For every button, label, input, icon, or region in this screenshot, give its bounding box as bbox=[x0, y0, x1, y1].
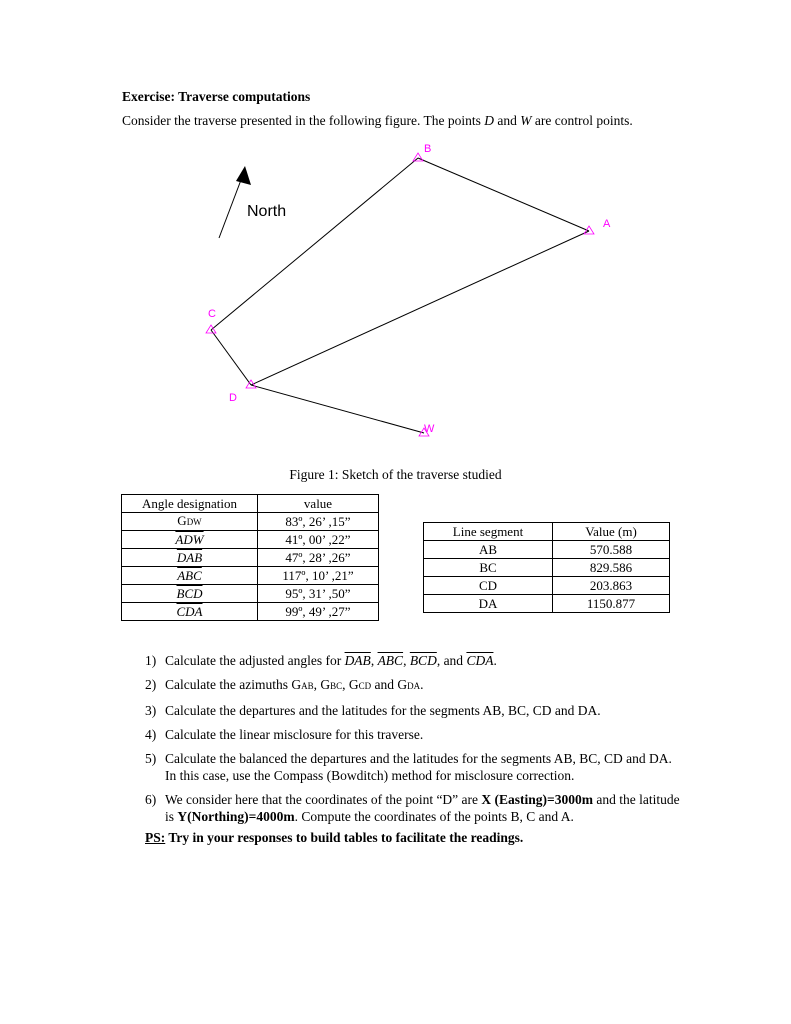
table-row bbox=[424, 577, 670, 595]
intro-text-before: Consider the traverse presented in the following figure. The points bbox=[122, 113, 485, 128]
angle-value: 41º, 00’ ,22” bbox=[258, 531, 379, 549]
question-text: Calculate the adjusted angles for bbox=[165, 653, 345, 668]
intro-point-w: W bbox=[520, 113, 532, 128]
segment-table-header bbox=[424, 523, 670, 541]
segment-value: 203.863 bbox=[553, 577, 670, 595]
table-row bbox=[122, 603, 379, 621]
angle-designation bbox=[122, 513, 258, 531]
intro-text-after: are control points. bbox=[531, 113, 633, 128]
table-row bbox=[122, 567, 379, 585]
marker-c bbox=[206, 325, 216, 333]
segment-value: 570.588 bbox=[553, 541, 670, 559]
point-markers bbox=[206, 153, 594, 436]
question-number: 6) bbox=[145, 792, 157, 807]
table-row bbox=[122, 513, 379, 531]
segment-name: CD bbox=[424, 577, 553, 595]
exercise-title: Exercise: Traverse computations bbox=[122, 89, 311, 104]
angle-designation bbox=[122, 603, 258, 621]
marker-d bbox=[246, 380, 256, 388]
segment-name: DA bbox=[424, 595, 553, 613]
question-text: Calculate the linear misclosure for this traverse. bbox=[165, 727, 424, 742]
segment-name: AB bbox=[424, 541, 553, 559]
question-number: 5) bbox=[145, 751, 157, 766]
question-text: We consider here that the coordinates of the point “D” are bbox=[165, 792, 482, 807]
north-arrow-head bbox=[236, 166, 251, 185]
north-label: North bbox=[247, 203, 287, 220]
angle-label: $\overline{CDA}$ bbox=[176, 603, 203, 619]
segment-cd bbox=[211, 330, 251, 385]
angle-header-designation: Angle designation bbox=[122, 495, 258, 513]
azimuth-g: G bbox=[320, 677, 331, 692]
question-text: Calculate the departures and the latitudes for the segments AB, BC, CD and DA. bbox=[165, 703, 601, 718]
question-text: Calculate the azimuths G bbox=[165, 677, 302, 692]
segment-name: BC bbox=[424, 559, 553, 577]
angle-value: 99º, 49’ ,27” bbox=[258, 603, 379, 621]
azimuth-g: G bbox=[348, 677, 359, 692]
traverse-sketch bbox=[0, 0, 791, 470]
question-number: 3) bbox=[145, 703, 157, 718]
label-d: D bbox=[229, 392, 237, 404]
northing-value: Y(Northing)=4000m bbox=[177, 809, 295, 824]
table-row bbox=[424, 595, 670, 613]
question-number: 4) bbox=[145, 727, 157, 742]
segment-header-value: Value (m) bbox=[553, 523, 670, 541]
angle-table bbox=[121, 494, 379, 621]
angle-value: 47º, 28’ ,26” bbox=[258, 549, 379, 567]
segment-value: 829.586 bbox=[553, 559, 670, 577]
traverse-lines bbox=[211, 158, 589, 433]
question-number: 1) bbox=[145, 653, 157, 668]
ps-label: PS: bbox=[145, 830, 166, 845]
azimuth-subscript: DA bbox=[407, 681, 421, 691]
question-text: and the latitude is bbox=[165, 792, 680, 824]
north-arrow bbox=[219, 166, 286, 238]
angle-label: G bbox=[177, 513, 187, 528]
question-text: and G bbox=[371, 677, 408, 692]
question-6 bbox=[145, 791, 685, 825]
table-row bbox=[424, 559, 670, 577]
angle-label: $\overline{BCD}$ bbox=[176, 585, 203, 601]
angle-value: 95º, 31’ ,50” bbox=[258, 585, 379, 603]
label-a: A bbox=[603, 218, 611, 230]
question-1: 1) Calculate the adjusted angles for $\overline{DAB}$, $\overline{ABC}$, $\overline{BCD}$, and $\overline{CDA}$. bbox=[145, 653, 497, 668]
angle-ref: $\overline{CDA}$ bbox=[466, 653, 494, 668]
intro-point-d: D bbox=[484, 113, 495, 128]
azimuth-subscript: BC bbox=[330, 681, 343, 691]
angle-value: 117º, 10’ ,21” bbox=[258, 567, 379, 585]
azimuth-subscript: AB bbox=[301, 681, 314, 691]
table-row bbox=[122, 531, 379, 549]
question-2: 2) Calculate the azimuths GAB, GBC, GCD and GDA. bbox=[145, 677, 424, 692]
angle-value: 83º, 26’ ,15” bbox=[258, 513, 379, 531]
question-text: and bbox=[443, 653, 464, 668]
segment-value: 1150.877 bbox=[553, 595, 670, 613]
angle-label: $\overline{ADW}$ bbox=[175, 531, 204, 547]
segment-dw bbox=[251, 385, 424, 433]
azimuth-subscript: CD bbox=[358, 681, 372, 691]
point-labels bbox=[208, 143, 611, 435]
segment-bc bbox=[211, 158, 418, 330]
label-c: C bbox=[208, 308, 216, 320]
angle-designation bbox=[122, 531, 258, 549]
segment-ab bbox=[418, 158, 589, 231]
angle-label: $\overline{ABC}$ bbox=[177, 567, 202, 583]
angle-designation bbox=[122, 549, 258, 567]
question-3 bbox=[145, 702, 685, 719]
ps-note bbox=[145, 830, 523, 846]
question-5 bbox=[145, 750, 685, 784]
question-text: Calculate the balanced the departures and the latitudes for the segments AB, BC, CD and DA. In this case, use the Compass (Bowditch) method for misclosure correction. bbox=[165, 751, 672, 783]
ps-text: Try in your responses to build tables to facilitate the readings. bbox=[165, 830, 524, 845]
angle-ref: $\overline{DAB}$ bbox=[344, 653, 371, 668]
question-number: 2) bbox=[145, 677, 157, 692]
question-list bbox=[145, 652, 685, 832]
question-4 bbox=[145, 726, 685, 743]
segment-header-line: Line segment bbox=[424, 523, 553, 541]
angle-table-header bbox=[122, 495, 379, 513]
figure-caption: Figure 1: Sketch of the traverse studied bbox=[289, 467, 502, 482]
angle-ref: $\overline{ABC}$ bbox=[377, 653, 404, 668]
angle-header-value: value bbox=[258, 495, 379, 513]
angle-ref: $\overline{BCD}$ bbox=[409, 653, 437, 668]
question-text: . Compute the coordinates of the points B, C and A. bbox=[294, 809, 574, 824]
table-row bbox=[122, 549, 379, 567]
label-b: B bbox=[424, 143, 432, 155]
easting-value: X (Easting)=3000m bbox=[481, 792, 593, 807]
angle-designation bbox=[122, 567, 258, 585]
angle-label: $\overline{DAB}$ bbox=[176, 549, 203, 565]
segment-table bbox=[423, 522, 670, 613]
intro-text-and: and bbox=[494, 113, 521, 128]
table-row bbox=[122, 585, 379, 603]
label-w: W bbox=[424, 423, 435, 435]
angle-designation bbox=[122, 585, 258, 603]
table-row bbox=[424, 541, 670, 559]
angle-subscript: DW bbox=[186, 517, 202, 527]
